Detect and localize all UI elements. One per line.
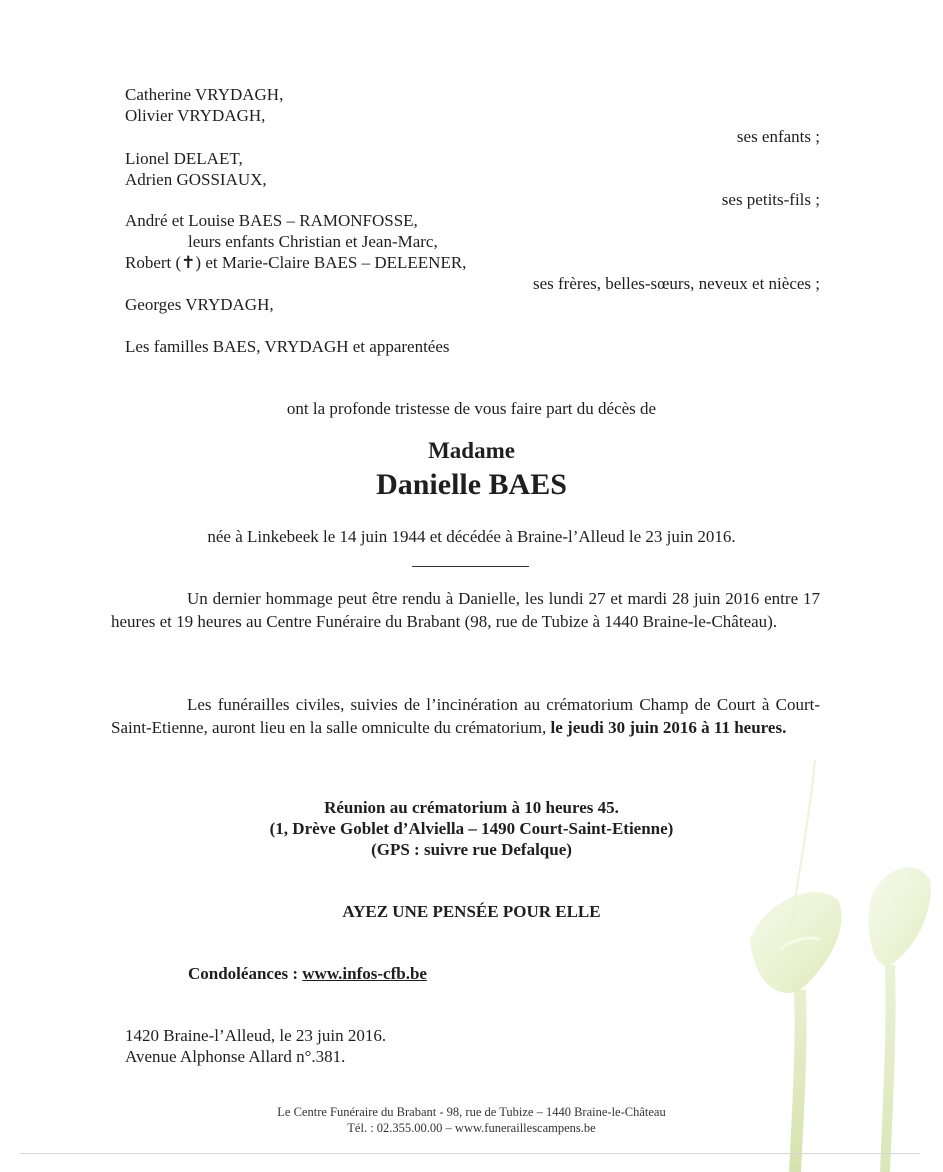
address: Avenue Alphonse Allard n°.381. [125, 1047, 346, 1066]
meeting-line-1: Réunion au crématorium à 10 heures 45. [324, 798, 619, 817]
children-label: ses enfants ; [736, 127, 820, 146]
other-relative: Georges VRYDAGH, [125, 295, 274, 314]
condolences-label: Condoléances : [188, 964, 299, 983]
bottom-rule [20, 1153, 920, 1154]
announcement-text: ont la profonde tristesse de vous faire part du décès de [286, 399, 657, 418]
deceased-name: Danielle BAES [376, 468, 567, 501]
children-name-2: Olivier VRYDAGH, [125, 106, 266, 125]
meeting-line-3: (GPS : suivre rue Defalque) [371, 840, 572, 859]
children-name-1: Catherine VRYDAGH, [125, 85, 284, 104]
condolences-line [188, 963, 427, 984]
deceased-title: Madame [428, 438, 515, 463]
siblings-label: ses frères, belles-sœurs, neveux et nièces ; [532, 274, 820, 293]
grandson-name-2: Adrien GOSSIAUX, [125, 170, 267, 189]
siblings-line-3: Robert (✝) et Marie-Claire BAES – DELEENER, [125, 253, 467, 272]
funeral-paragraph [111, 693, 820, 739]
grandson-name-1: Lionel DELAET, [125, 149, 243, 168]
meeting-line-2: (1, Drève Goblet d’Alviella – 1490 Court-Saint-Etienne) [269, 819, 674, 838]
place-date: 1420 Braine-l’Alleud, le 23 juin 2016. [125, 1026, 387, 1045]
siblings-line-1: André et Louise BAES – RAMONFOSSE, [125, 211, 418, 230]
siblings-line-2: leurs enfants Christian et Jean-Marc, [188, 232, 438, 251]
section-divider [412, 566, 529, 567]
footer-line-2: Tél. : 02.355.00.00 – www.funeraillescampens.be [347, 1121, 596, 1135]
grandsons-label: ses petits-fils ; [721, 190, 820, 209]
condolences-link[interactable]: www.infos-cfb.be [302, 964, 427, 983]
footer-line-1: Le Centre Funéraire du Brabant - 98, rue de Tubize – 1440 Braine-le-Château [277, 1105, 666, 1119]
closing-text: AYEZ UNE PENSÉE POUR ELLE [342, 902, 601, 921]
funeral-text: Les funérailles civiles, suivies de l’incinération au crématorium Champ de Court à Court-Saint-Etienne, auront lieu en la salle omniculte du crématorium, [111, 695, 820, 737]
tribute-paragraph: Un dernier hommage peut être rendu à Danielle, les lundi 27 et mardi 28 juin 2016 entre 17 heures et 19 heures au Centre Funéraire du Brabant (98, rue de Tubize à 1440 Braine-le-Château). [111, 589, 820, 631]
birth-death-dates: née à Linkebeek le 14 juin 1944 et décédée à Braine-l’Alleud le 23 juin 2016. [207, 527, 736, 546]
funeral-date: le jeudi 30 juin 2016 à 11 heures. [550, 718, 787, 737]
families-line: Les familles BAES, VRYDAGH et apparentées [125, 337, 450, 356]
